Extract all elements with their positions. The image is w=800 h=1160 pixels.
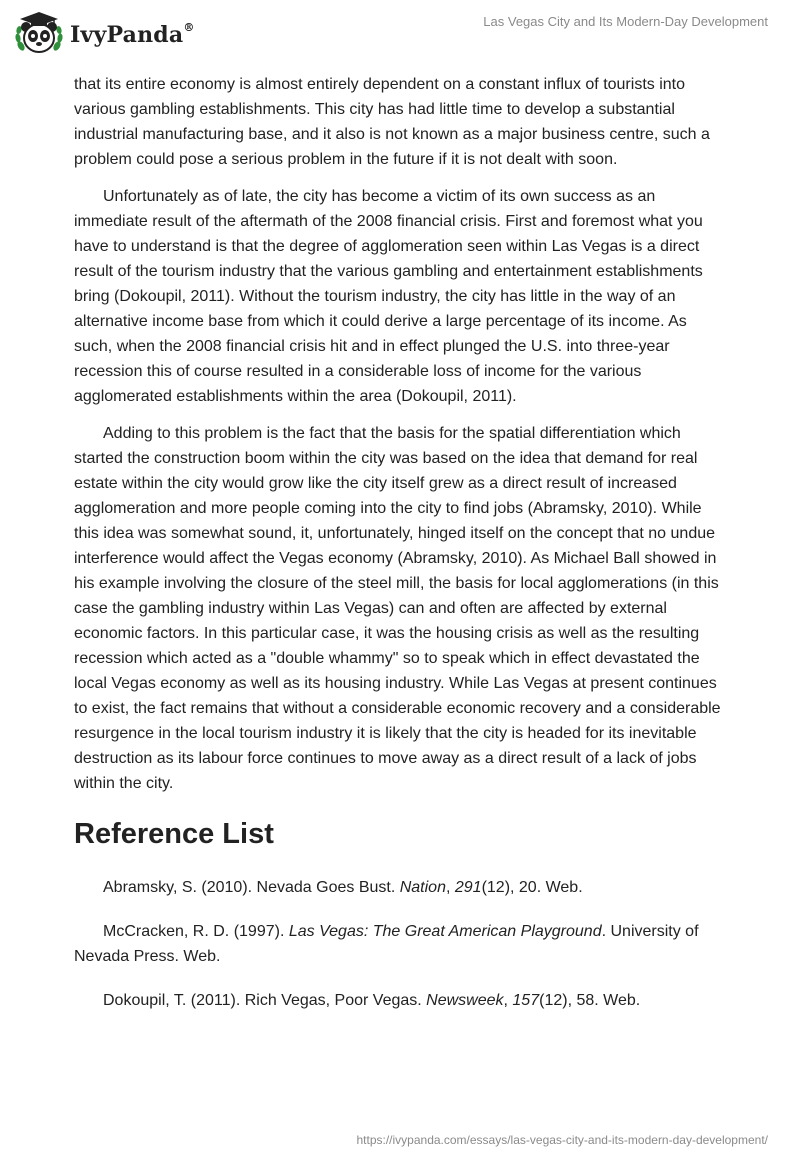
- essay-content: [74, 72, 726, 1032]
- reference-item: McCracken, R. D. (1997). Las Vegas: The Great American Playground. University of Nevada Press. Web.: [74, 923, 699, 965]
- reference-list-heading: Reference List: [74, 818, 274, 850]
- logo-text: IvyPanda®: [70, 20, 195, 48]
- ivypanda-logo[interactable]: [14, 8, 195, 58]
- document-title: Las Vegas City and Its Modern-Day Development: [483, 14, 768, 29]
- page-header: [0, 0, 800, 70]
- reference-item: Dokoupil, T. (2011). Rich Vegas, Poor Vegas. Newsweek, 157(12), 58. Web.: [103, 992, 641, 1009]
- source-url[interactable]: https://ivypanda.com/essays/las-vegas-city-and-its-modern-day-development/: [356, 1133, 768, 1147]
- panda-graduate-icon: [14, 8, 64, 58]
- body-paragraph-1: that its entire economy is almost entirely dependent on a constant influx of tourists into various gambling establishments. This city has had little time to develop a substantial industrial manufacturing base, and it also is not known as a major business centre, such a problem could pose a serious problem in the future if it is not dealt with soon.: [74, 76, 710, 168]
- body-paragraph-2: Unfortunately as of late, the city has become a victim of its own success as an immediate result of the aftermath of the 2008 financial crisis. First and foremost what you have to understand is that the degree of agglomeration seen within Las Vegas is a direct result of the tourism industry that the various gambling and entertainment establishments bring (Dokoupil, 2011). Without the tourism industry, the city has little in the way of an alternative income base from which it could derive a large percentage of its income. As such, when the 2008 financial crisis hit and in effect plunged the U.S. into three-year recession this of course resulted in a considerable loss of income for the various agglomerated establishments within the area (Dokoupil, 2011).: [74, 188, 703, 405]
- body-paragraph-3: Adding to this problem is the fact that the basis for the spatial differentiation which started the construction boom within the city was based on the idea that demand for real estate within the city would grow like the city itself grew as a direct result of increased agglomeration and more people coming into the city to find jobs (Abramsky, 2010). While this idea was somewhat sound, it, unfortunately, hinged itself on the concept that no undue interference would affect the Vegas economy (Abramsky, 2010). As Michael Ball showed in his example involving the closure of the steel mill, the basis for local agglomerations (in this case the gambling industry within Las Vegas) can and often are affected by external economic factors. In this particular case, it was the housing crisis as well as the resulting recession which acted as a "double whammy" so to speak which in effect devastated the local Vegas economy as well as its housing industry. While Las Vegas at present continues to exist, the fact remains that without a considerable economic recovery and a considerable resurgence in the local tourism industry it is likely that the city is headed for its inevitable destruction as its labour force continues to move away as a direct result of a lack of jobs within the city.: [74, 425, 721, 792]
- reference-item: Abramsky, S. (2010). Nevada Goes Bust. Nation, 291(12), 20. Web.: [103, 879, 583, 896]
